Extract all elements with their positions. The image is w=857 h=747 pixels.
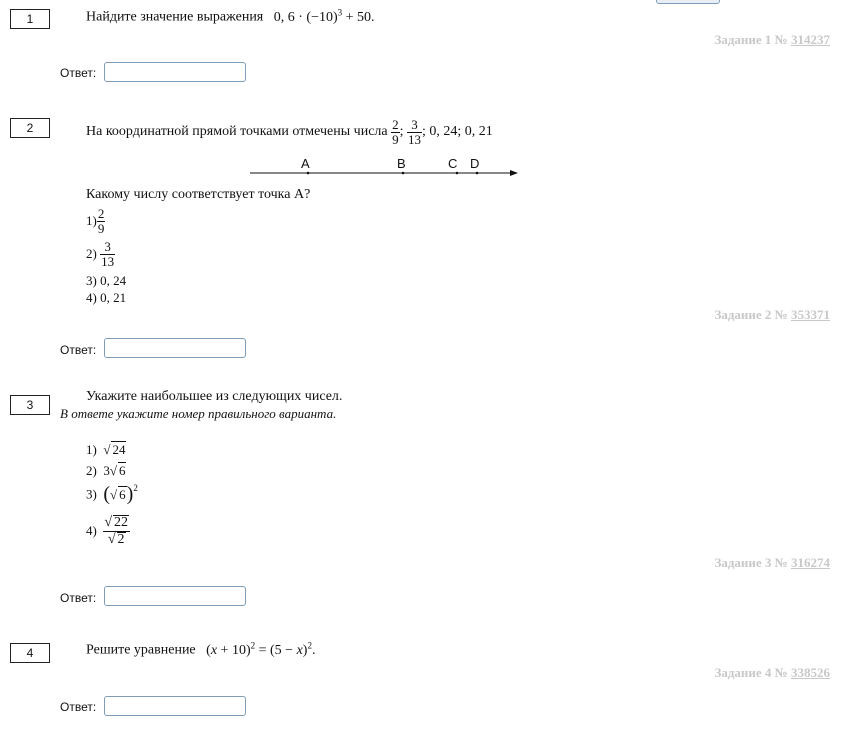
option-2-frac: $\frac{3}{13}$ bbox=[101, 239, 115, 269]
task-4-ref-prefix: Задание 4 № bbox=[714, 665, 791, 680]
axis-arrow bbox=[510, 170, 518, 176]
task-2-ref-link[interactable]: 353371 bbox=[791, 307, 830, 322]
t3-option-1-label: 1) bbox=[86, 442, 97, 457]
t3-option-2-label: 2) bbox=[86, 463, 97, 478]
sqrt-24: √ 24 bbox=[103, 442, 126, 457]
task-3-ref-link[interactable]: 316274 bbox=[791, 555, 830, 570]
task-2-frac-2-9: $\frac{2}{9}$ bbox=[392, 117, 399, 147]
answer-label-1: Ответ: bbox=[60, 66, 97, 80]
sqrt-6-squared: √ 6 bbox=[110, 487, 126, 502]
task-2-option-4: 4) 0, 21 bbox=[86, 290, 127, 305]
point-d-mark bbox=[476, 172, 479, 175]
task-number-2: 2 bbox=[10, 118, 50, 138]
task-1-question bbox=[86, 7, 375, 26]
coordinate-line bbox=[248, 152, 524, 180]
task-3-hint: В ответе укажите номер правильного варианта. bbox=[60, 406, 337, 421]
task-3-option-1 bbox=[86, 441, 126, 458]
answer-label-4: Ответ: bbox=[60, 700, 97, 714]
top-button-fragment[interactable] bbox=[656, 0, 720, 4]
sqrt22-over-sqrt2: $\frac{√ 22}{√ 2}$ bbox=[104, 515, 129, 547]
task-4-text: Решите уравнение bbox=[86, 642, 196, 658]
option-2-label: 2) bbox=[86, 246, 97, 262]
task-2-reference bbox=[714, 307, 830, 323]
task-4-ref-link[interactable]: 338526 bbox=[791, 665, 830, 680]
point-c-mark bbox=[456, 172, 459, 175]
task-4-question bbox=[86, 640, 315, 659]
answer-input-1[interactable] bbox=[104, 62, 246, 82]
point-b-label: B bbox=[397, 156, 406, 171]
task-1-ref-link[interactable]: 314237 bbox=[791, 32, 830, 47]
task-2-ref-prefix: Задание 2 № bbox=[714, 307, 791, 322]
option-1-frac: $\frac{2}{9}$ bbox=[97, 206, 105, 236]
point-a-label: A bbox=[301, 156, 310, 171]
task-number-4: 4 bbox=[10, 643, 50, 663]
task-3-text: Укажите наибольшее из следующих чисел. bbox=[86, 389, 343, 404]
answer-label-3: Ответ: bbox=[60, 591, 97, 605]
task-3-reference bbox=[714, 555, 830, 571]
task-2-option-1 bbox=[86, 207, 105, 235]
task-1-expression: 0, $6 \cdot (-10)^3 + 50$. bbox=[266, 7, 375, 25]
task-3-option-3: 3) (√ 6)$^2$ bbox=[86, 483, 138, 505]
answer-input-2[interactable] bbox=[104, 338, 246, 358]
point-c-label: C bbox=[448, 156, 458, 171]
task-4-equation: $(x + 10)^2 = (5 - x)^2$. bbox=[199, 640, 316, 658]
task-1-reference bbox=[714, 32, 830, 48]
task-1-text: Найдите значение выражения bbox=[86, 9, 264, 25]
task-2-question: На координатной прямой точками отмечены числа $\frac{2}{9}$ ; $\frac{3}{13}$ ; 0, 24; 0, 21 bbox=[86, 117, 493, 147]
answer-label-2: Ответ: bbox=[60, 343, 97, 357]
task-2-text: На координатной прямой точками отмечены числа bbox=[86, 124, 388, 140]
point-b-mark bbox=[402, 172, 405, 175]
task-2-numbers-tail: ; 0, 24; 0, 21 bbox=[422, 124, 493, 140]
task-number-3: 3 bbox=[10, 395, 50, 415]
t3-option-3-label: 3) bbox=[86, 486, 97, 502]
task-3-option-2: 2) 3√ 6 bbox=[86, 463, 126, 478]
point-d-label: D bbox=[470, 156, 480, 171]
option-1-label: 1) bbox=[86, 213, 97, 229]
task-2-option-2 bbox=[86, 240, 115, 268]
task-2-option-3: 3) 0, 24 bbox=[86, 273, 127, 288]
task-2-frac-3-13: $\frac{3}{13}$ bbox=[408, 117, 421, 147]
task-4-reference bbox=[714, 665, 830, 681]
t3-option-4-label: 4) bbox=[86, 523, 97, 539]
task-3-option-4 bbox=[86, 515, 130, 547]
answer-input-3[interactable] bbox=[104, 586, 246, 606]
task-number-1: 1 bbox=[10, 9, 50, 29]
task-2-subquestion: Какому числу соответствует точка A? bbox=[86, 187, 311, 202]
task-3-ref-prefix: Задание 3 № bbox=[714, 555, 791, 570]
task-1-ref-prefix: Задание 1 № bbox=[714, 32, 791, 47]
point-a-mark bbox=[307, 172, 310, 175]
three-sqrt-6: √ 6 bbox=[109, 463, 126, 478]
answer-input-4[interactable] bbox=[104, 696, 246, 716]
